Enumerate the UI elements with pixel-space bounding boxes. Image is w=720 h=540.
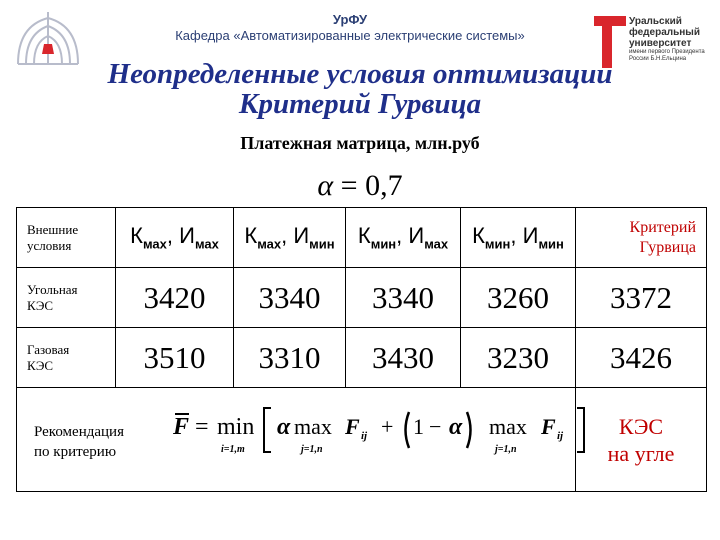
cell-value: 3340 <box>234 268 346 328</box>
recommendation-cell <box>17 388 576 492</box>
formula-minus: − <box>429 414 442 439</box>
formula-min-sub: i=1,m <box>221 444 245 455</box>
payoff-matrix <box>16 207 707 492</box>
logo-line-1: Уральский <box>629 16 682 27</box>
result-line-1: КЭС <box>618 413 664 439</box>
logo-line-2: федеральный <box>629 27 700 38</box>
corner-label-line-1: Внешние <box>27 221 79 237</box>
criterion-header-line-1: Критерий <box>629 218 696 236</box>
cell-value: 3230 <box>461 328 576 388</box>
table-row <box>17 268 707 328</box>
col2-b: И <box>293 223 310 249</box>
left-paren-icon <box>401 410 411 450</box>
logo-line-3: университет <box>629 38 692 49</box>
col2-b-sub: мин <box>309 236 335 252</box>
right-paren-icon <box>465 410 475 450</box>
cell-value: 3430 <box>346 328 461 388</box>
formula-max-1: max <box>294 414 332 439</box>
matrix-caption: Платежная матрица, млн.руб <box>240 133 480 153</box>
formula-Fij-2: F <box>541 414 556 439</box>
col1-b-sub: мах <box>194 236 219 252</box>
recommendation-label <box>34 422 124 462</box>
col3-b-sub: мах <box>424 236 449 252</box>
col3-a-sub: мин <box>370 236 397 252</box>
slide-title-line-1: Неопределенные условия оптимизации <box>107 58 613 90</box>
column-header-1: $К_{мах}$, $И_{мах}$ <box>116 208 234 268</box>
col4-a-sub: мин <box>484 236 511 252</box>
formula-max-2: max <box>489 414 527 439</box>
formula-alpha-2: α <box>449 414 463 440</box>
col4-b: И <box>522 223 539 249</box>
formula-alpha: α <box>277 414 291 440</box>
cell-value: 3310 <box>234 328 346 388</box>
formula-plus: + <box>381 414 394 439</box>
criterion-header-cell <box>576 208 707 268</box>
department-name: Кафедра «Автоматизированные электрические системы» <box>175 28 525 43</box>
cell-value: 3260 <box>461 268 576 328</box>
formula-F: F <box>173 414 190 440</box>
col1-a-sub: мах <box>142 236 167 252</box>
recommendation-line-2: по критерию <box>34 444 117 460</box>
result-line-2: на угле <box>607 440 675 466</box>
alpha-parameter <box>0 168 720 204</box>
col4-b-sub: мин <box>538 236 564 252</box>
formula-Fij-1: F <box>345 414 360 439</box>
col2-a-sub: мах <box>257 236 282 252</box>
column-header-2: $К_{мах}$, $И_{мин}$ <box>234 208 346 268</box>
cell-value: 3510 <box>116 328 234 388</box>
recommendation-line-1: Рекомендация <box>34 424 124 440</box>
university-short-name: УрФУ <box>332 12 368 27</box>
formula-equals: = <box>195 414 209 440</box>
col3-b: И <box>408 223 425 249</box>
cell-value: 3420 <box>116 268 234 328</box>
col4-a: К <box>472 223 485 249</box>
criterion-value: 3426 <box>576 328 707 388</box>
matrix-header-row <box>17 208 707 268</box>
right-bracket-icon <box>575 406 587 454</box>
row-label-gas <box>17 328 116 388</box>
formula-max-1-sub: j=1,n <box>301 444 323 455</box>
corner-label-cell <box>17 208 116 268</box>
col1-a: К <box>130 223 143 249</box>
logo-small-line-2: России Б.Н.Ельцина <box>629 56 687 62</box>
col2-a: К <box>244 223 258 249</box>
formula-min: min <box>217 414 255 440</box>
row2-label-line-1: Газовая <box>27 341 70 357</box>
alpha-value: = 0,7 <box>340 169 403 202</box>
col1-b: И <box>179 223 195 249</box>
column-header-3: $К_{мин}$, $И_{мах}$ <box>346 208 461 268</box>
cell-value: 3340 <box>346 268 461 328</box>
formula-ij-2: ij <box>557 430 564 442</box>
row2-label-line-2: КЭС <box>27 357 54 373</box>
formula-ij-1: ij <box>361 430 368 442</box>
formula-bar-icon <box>175 412 189 416</box>
row1-label-line-1: Угольная <box>27 281 78 297</box>
formula-max-2-sub: j=1,n <box>495 444 517 455</box>
column-header-4: $К_{мин}$, $И_{мин}$ <box>461 208 576 268</box>
hurwicz-formula <box>173 406 603 456</box>
criterion-value: 3372 <box>576 268 707 328</box>
organization-block <box>100 12 600 44</box>
alpha-symbol: α <box>317 169 334 202</box>
slide-title-line-2: Критерий Гурвица <box>238 88 482 120</box>
row1-label-line-2: КЭС <box>27 297 54 313</box>
table-row <box>17 328 707 388</box>
logo-small-line-1: имени первого Президента <box>629 49 705 55</box>
criterion-header-line-2: Гурвица <box>639 238 696 256</box>
recommendation-row <box>17 388 707 492</box>
row-label-coal <box>17 268 116 328</box>
col3-a: К <box>357 223 371 249</box>
corner-label-line-2: условия <box>27 237 72 253</box>
urfu-logo-text <box>629 16 705 63</box>
formula-one: 1 <box>413 414 424 439</box>
left-bracket-icon <box>261 406 273 454</box>
